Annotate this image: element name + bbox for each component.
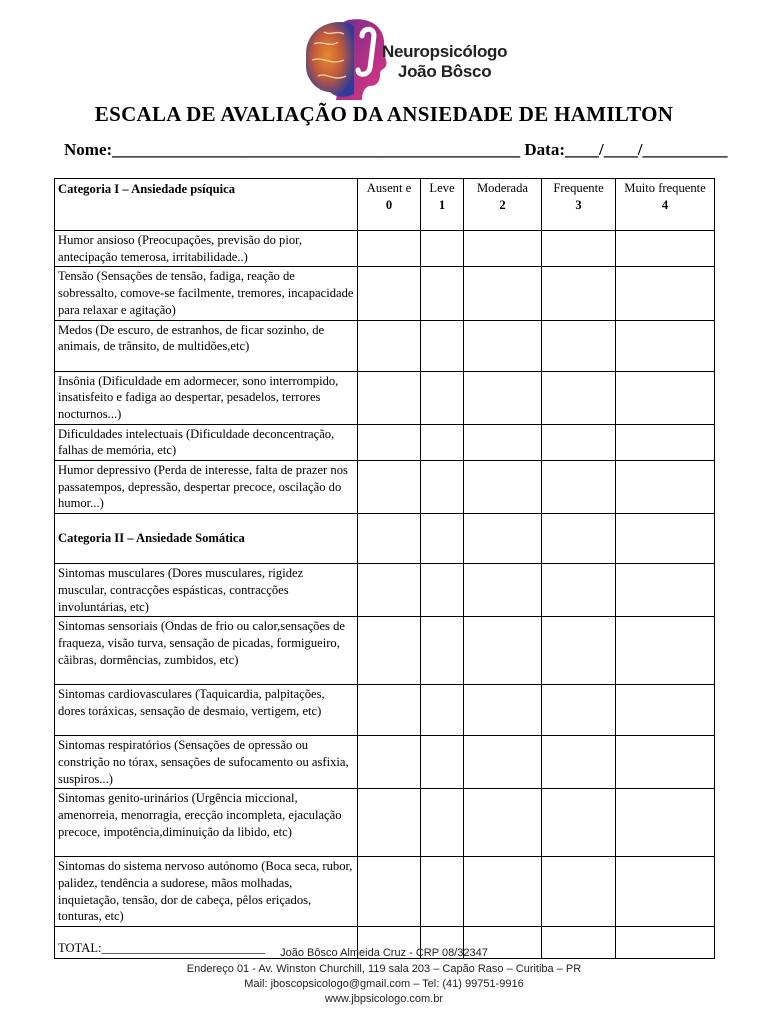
col-score: 0 bbox=[385, 197, 393, 212]
col-score: 3 bbox=[575, 197, 582, 212]
item-row bbox=[55, 736, 715, 789]
score-cell-0[interactable] bbox=[358, 736, 421, 789]
score-cell-4[interactable] bbox=[616, 371, 715, 424]
header-row bbox=[55, 179, 715, 231]
score-cell-1[interactable] bbox=[421, 685, 464, 736]
score-cell-2[interactable] bbox=[464, 685, 542, 736]
item-label: Sintomas genito-urinários (Urgência miccional, amenorreia, menorragia, erecção incompleta, ejaculação precoce, impotência,diminuição da libido, etc) bbox=[55, 789, 358, 857]
score-cell-4[interactable] bbox=[616, 424, 715, 460]
score-cell-2[interactable] bbox=[464, 371, 542, 424]
date-field[interactable]: ____/____/__________ bbox=[565, 140, 728, 159]
date-label: Data: bbox=[524, 140, 566, 159]
score-cell-2[interactable] bbox=[464, 789, 542, 857]
score-cell-4[interactable] bbox=[616, 320, 715, 371]
score-cell-0[interactable] bbox=[358, 371, 421, 424]
item-label: Humor ansioso (Preocupações, previsão do pior, antecipação temerosa, irritabilidade..) bbox=[55, 231, 358, 267]
score-cell-3[interactable] bbox=[542, 789, 616, 857]
score-cell-3[interactable] bbox=[542, 371, 616, 424]
score-cell-4[interactable] bbox=[616, 461, 715, 514]
col-label: Moderada bbox=[476, 181, 529, 195]
col-label: Ausent e bbox=[366, 181, 412, 195]
category-1-title: Categoria I – Ansiedade psíquica bbox=[55, 179, 358, 231]
logo-line-2: João Bôsco bbox=[397, 62, 492, 81]
item-label: Dificuldades intelectuais (Dificuldade deconcentração, falhas de memória, etc) bbox=[55, 424, 358, 460]
name-field[interactable]: ________________________________________________ bbox=[112, 140, 521, 159]
score-cell-4[interactable] bbox=[616, 789, 715, 857]
hamilton-table bbox=[54, 178, 715, 959]
score-cell-2[interactable] bbox=[464, 320, 542, 371]
score-cell-3[interactable] bbox=[542, 424, 616, 460]
score-cell-2[interactable] bbox=[464, 617, 542, 685]
score-cell-3[interactable] bbox=[542, 231, 616, 267]
score-cell-4[interactable] bbox=[616, 514, 715, 564]
score-cell-3[interactable] bbox=[542, 267, 616, 320]
score-cell-0[interactable] bbox=[358, 617, 421, 685]
col-label: Frequente bbox=[553, 181, 604, 195]
score-cell-0[interactable] bbox=[358, 231, 421, 267]
score-cell-2[interactable] bbox=[464, 461, 542, 514]
item-label: Sintomas respiratórios (Sensações de opressão ou constrição no tórax, sensações de sufocamento ou asfixia, suspiros...) bbox=[55, 736, 358, 789]
col-header-0 bbox=[358, 179, 421, 231]
footer-line-4: www.jbpsicologo.com.br bbox=[325, 993, 443, 1005]
total-field[interactable]: __________________________ bbox=[101, 941, 266, 956]
score-cell-4[interactable] bbox=[616, 617, 715, 685]
item-label: Insônia (Dificuldade em adormecer, sono interrompido, insatisfeito e fadiga ao despertar, pesadelos, terrores nocturnos...) bbox=[55, 371, 358, 424]
item-row bbox=[55, 320, 715, 371]
score-cell-2[interactable] bbox=[464, 736, 542, 789]
item-label: Sintomas cardiovasculares (Taquicardia, palpitações, dores toráxicas, sensação de desmaio, vertigem, etc) bbox=[55, 685, 358, 736]
score-cell-4[interactable] bbox=[616, 564, 715, 617]
score-cell-1[interactable] bbox=[421, 617, 464, 685]
score-cell-4[interactable] bbox=[616, 736, 715, 789]
score-cell-1[interactable] bbox=[421, 320, 464, 371]
score-cell-0[interactable] bbox=[358, 857, 421, 927]
logo-text bbox=[382, 42, 507, 82]
score-cell-1[interactable] bbox=[421, 736, 464, 789]
item-label: Sintomas sensoriais (Ondas de frio ou calor,sensações de fraqueza, visão turva, sensação de picadas, formigueiro, cãibras, dormências, zumbidos, etc) bbox=[55, 617, 358, 685]
item-label: Tensão (Sensações de tensão, fadiga, reação de sobressalto, comove-se facilmente, tremores, incapacidade para relaxar e agitação) bbox=[55, 267, 358, 320]
col-score: 1 bbox=[438, 197, 446, 212]
item-row bbox=[55, 789, 715, 857]
score-cell-4[interactable] bbox=[616, 267, 715, 320]
score-cell-3[interactable] bbox=[542, 564, 616, 617]
col-label: Leve bbox=[429, 181, 455, 195]
col-header-4 bbox=[616, 179, 715, 231]
score-cell-1[interactable] bbox=[421, 857, 464, 927]
score-cell-3[interactable] bbox=[542, 320, 616, 371]
score-cell-0[interactable] bbox=[358, 685, 421, 736]
score-cell-3[interactable] bbox=[542, 617, 616, 685]
name-date-line bbox=[64, 140, 727, 160]
score-cell-3[interactable] bbox=[542, 857, 616, 927]
col-score: 2 bbox=[499, 197, 506, 212]
score-cell-4[interactable] bbox=[616, 685, 715, 736]
score-cell-2[interactable] bbox=[464, 564, 542, 617]
item-label: Humor depressivo (Perda de interesse, falta de prazer nos passatempos, depressão, despertar precoce, oscilação do humor...) bbox=[55, 461, 358, 514]
item-row bbox=[55, 461, 715, 514]
score-cell-4[interactable] bbox=[616, 231, 715, 267]
score-cell-3[interactable] bbox=[542, 685, 616, 736]
score-cell-0[interactable] bbox=[358, 514, 421, 564]
page-title: ESCALA DE AVALIAÇÃO DA ANSIEDADE DE HAMILTON bbox=[94, 102, 674, 126]
score-cell-1[interactable] bbox=[421, 564, 464, 617]
footer-line-2: Endereço 01 - Av. Winston Churchill, 119 sala 203 – Capão Raso – Curitiba – PR bbox=[186, 963, 582, 975]
name-label: Nome: bbox=[64, 140, 113, 159]
score-cell-0[interactable] bbox=[358, 320, 421, 371]
score-cell-0[interactable] bbox=[358, 267, 421, 320]
score-cell-1[interactable] bbox=[421, 267, 464, 320]
score-cell-0[interactable] bbox=[358, 789, 421, 857]
footer-line-3: Mail: jboscopsicologo@gmail.com – Tel: (41) 99751-9916 bbox=[244, 978, 524, 990]
total-label: TOTAL: bbox=[58, 941, 102, 956]
item-row bbox=[55, 685, 715, 736]
item-label: Medos (De escuro, de estranhos, de ficar sozinho, de animais, de trânsito, de multidões,etc) bbox=[55, 320, 358, 371]
score-cell-0[interactable] bbox=[358, 564, 421, 617]
score-cell-1[interactable] bbox=[421, 231, 464, 267]
footer-line-1: João Bôsco Almeida Cruz - CRP 08/32347 bbox=[280, 947, 488, 959]
item-row bbox=[55, 371, 715, 424]
item-label: Categoria II – Ansiedade Somática bbox=[55, 514, 358, 564]
col-header-2 bbox=[464, 179, 542, 231]
score-cell-1[interactable] bbox=[421, 461, 464, 514]
score-cell-2[interactable] bbox=[464, 267, 542, 320]
item-row bbox=[55, 617, 715, 685]
item-row bbox=[55, 267, 715, 320]
score-cell-3[interactable] bbox=[542, 514, 616, 564]
score-cell-0[interactable] bbox=[358, 424, 421, 460]
score-cell-0[interactable] bbox=[358, 461, 421, 514]
score-cell-1[interactable] bbox=[421, 424, 464, 460]
score-cell-1[interactable] bbox=[421, 789, 464, 857]
score-cell-2[interactable] bbox=[464, 514, 542, 564]
col-header-3 bbox=[542, 179, 616, 231]
score-cell-2[interactable] bbox=[464, 231, 542, 267]
item-row bbox=[55, 564, 715, 617]
score-cell-1[interactable] bbox=[421, 514, 464, 564]
category-2-row bbox=[55, 514, 715, 564]
score-cell-2[interactable] bbox=[464, 857, 542, 927]
item-row bbox=[55, 857, 715, 927]
score-cell-4[interactable] bbox=[616, 857, 715, 927]
item-label: Sintomas do sistema nervoso autónomo (Boca seca, rubor, palidez, tendência a sudorese, mãos molhadas, inquietação, tensão, dor de cabeça, pêlos eriçados, tonturas, etc) bbox=[55, 857, 358, 927]
col-label: Muito frequente bbox=[624, 181, 706, 195]
item-row bbox=[55, 424, 715, 460]
score-cell-2[interactable] bbox=[464, 424, 542, 460]
item-label: Sintomas musculares (Dores musculares, rigidez muscular, contracções espásticas, contracções involuntárias, etc) bbox=[55, 564, 358, 617]
logo-line-1: Neuropsicólogo bbox=[382, 42, 508, 61]
col-score: 4 bbox=[661, 197, 669, 212]
score-cell-3[interactable] bbox=[542, 461, 616, 514]
item-row bbox=[55, 231, 715, 267]
score-cell-3[interactable] bbox=[542, 736, 616, 789]
col-header-1 bbox=[421, 179, 464, 231]
score-cell-1[interactable] bbox=[421, 371, 464, 424]
